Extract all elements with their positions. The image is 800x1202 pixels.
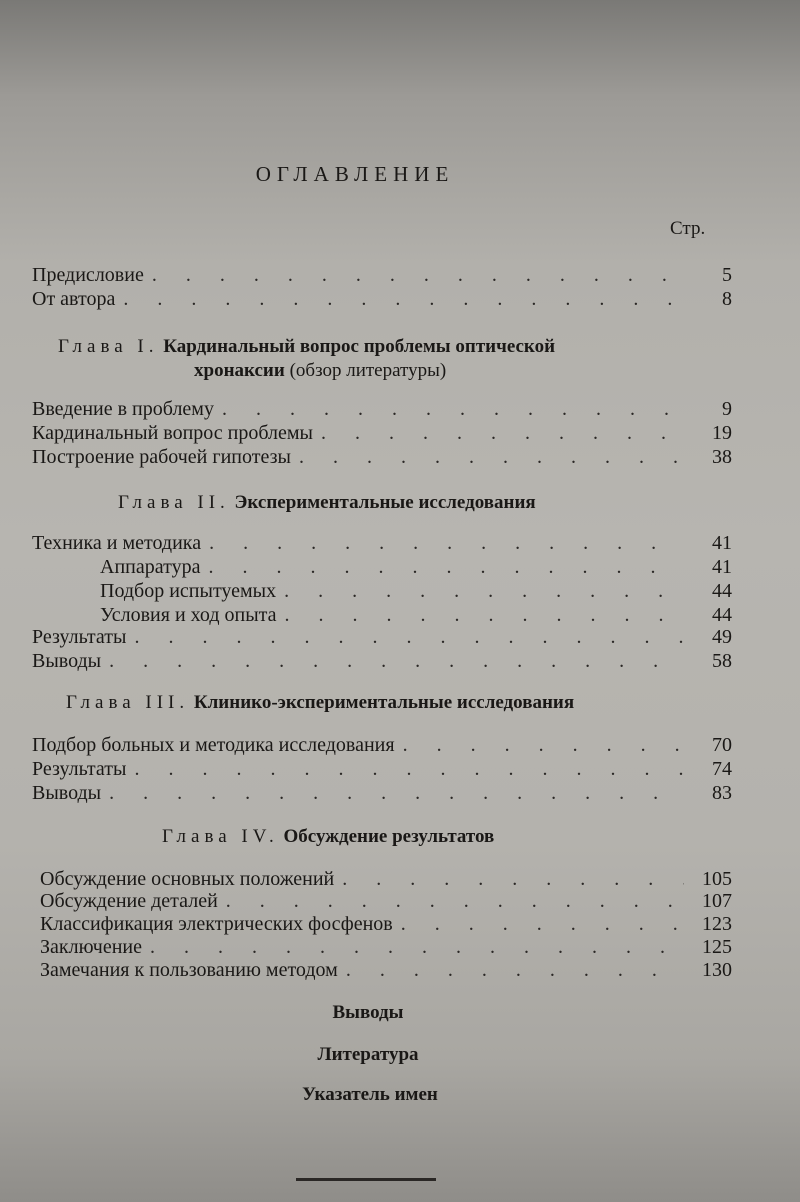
dot-leader [209,532,684,554]
toc-entry [40,934,732,958]
dot-leader [150,936,684,958]
entry-page: 44 [712,604,732,626]
toc-subentry [100,602,732,626]
entry-page: 9 [722,398,732,420]
toc-entry [40,957,732,981]
chapter-prefix: Глава III. [66,692,190,713]
entry-title: Выводы [32,782,102,804]
toc-entry [40,866,732,890]
dot-leader [208,556,684,578]
entry-page: 107 [702,890,732,912]
chapter-title: Обсуждение результатов [283,826,495,847]
toc-entry [32,624,732,648]
chapter-title-cont: хронаксии [194,360,285,381]
dot-leader [222,398,684,420]
toc-entry [32,420,732,444]
toc-title: ОГЛАВЛЕНИЕ [255,162,455,186]
entry-page: 123 [702,913,732,935]
dot-leader [346,959,684,981]
dot-leader [134,626,684,648]
entry-title: Результаты [32,626,127,648]
toc-entry [32,756,732,780]
entry-title: Выводы [32,650,102,672]
entry-title: Замечания к пользованию методом [40,959,338,981]
dot-leader [321,422,684,444]
conclusions-heading: Выводы [332,1002,404,1023]
entry-title: Обсуждение деталей [40,890,218,912]
entry-page: 41 [712,556,732,578]
entry-page: 70 [712,734,732,756]
entry-title: Обсуждение основных положений [40,868,335,890]
dot-leader [342,868,684,890]
chapter-prefix: Глава I. [58,336,159,357]
toc-entry [40,911,732,935]
entry-page: 38 [712,446,732,468]
dot-leader [401,913,684,935]
chapter-title: Клинико-экспериментальные исследования [193,692,575,713]
entry-title: Аппаратура [100,556,201,578]
page-column-label: Стр. [670,218,706,239]
entry-title: Результаты [32,758,127,780]
chapter-heading [118,492,536,514]
toc-entry [32,444,732,468]
chapter-heading [58,336,555,358]
entry-page: 74 [712,758,732,780]
chapter-heading [162,826,494,848]
entry-page: 8 [722,288,732,310]
closing-rule [296,1178,436,1181]
entry-title: Классификация электрических фосфенов [40,913,393,935]
toc-subentry [100,578,732,602]
entry-page: 41 [712,532,732,554]
entry-page: 19 [712,422,732,444]
chapter-heading-line2 [194,360,446,382]
entry-title: От автора [32,288,116,310]
chapter-title: Экспериментальные исследования [234,492,536,513]
entry-title: Построение рабочей гипотезы [32,446,291,468]
entry-title: Условия и ход опыта [100,604,277,626]
entry-title: Предисловие [32,264,144,286]
dot-leader [284,580,684,602]
chapter-note: (обзор литературы) [289,360,447,381]
toc-entry [32,648,732,672]
toc-entry [32,396,732,420]
toc-entry [32,530,732,554]
toc-entry [32,732,732,756]
dot-leader [226,890,684,912]
entry-page: 44 [712,580,732,602]
chapter-heading [66,692,574,714]
entry-page: 58 [712,650,732,672]
entry-page: 105 [702,868,732,890]
dot-leader [299,446,684,468]
dot-leader [285,604,684,626]
entry-title: Техника и методика [32,532,202,554]
toc-entry [40,888,732,912]
toc-entry [32,262,732,286]
dot-leader [403,734,684,756]
dot-leader [109,782,684,804]
entry-page: 83 [712,782,732,804]
literature-heading: Литература [317,1044,419,1065]
entry-page: 130 [702,959,732,981]
dot-leader [152,264,684,286]
dot-leader [134,758,684,780]
toc-subentry [100,554,732,578]
entry-page: 49 [712,626,732,648]
chapter-prefix: Глава II. [118,492,230,513]
chapter-title: Кардинальный вопрос проблемы оптической [163,336,556,357]
chapter-prefix: Глава IV. [162,826,279,847]
entry-page: 5 [722,264,732,286]
entry-title: Подбор испытуемых [100,580,277,602]
entry-title: Заключение [40,936,142,958]
entry-page: 125 [702,936,732,958]
toc-entry [32,286,732,310]
name-index-heading: Указатель имен [302,1084,438,1105]
dot-leader [123,288,684,310]
toc-entry [32,780,732,804]
entry-title: Введение в проблему [32,398,214,420]
dot-leader [109,650,684,672]
entry-title: Подбор больных и методика исследования [32,734,395,756]
entry-title: Кардинальный вопрос проблемы [32,422,313,444]
